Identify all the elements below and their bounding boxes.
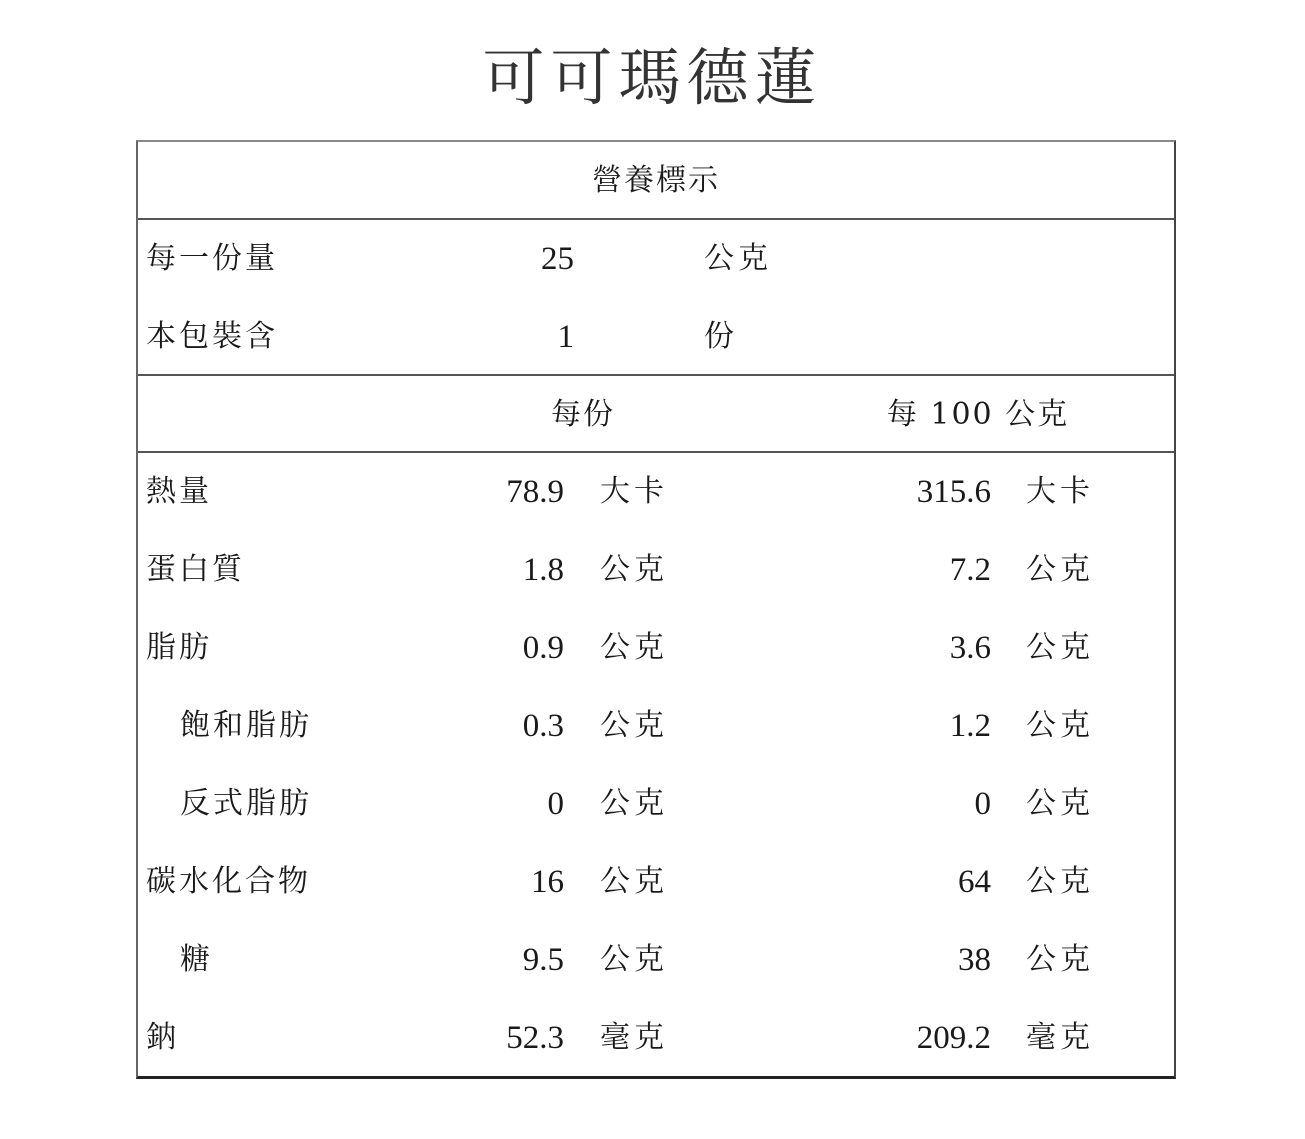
- nutrient-name: 鈉: [146, 1020, 179, 1055]
- nutrient-row-saturated-fat: [138, 687, 1174, 765]
- per-serving-unit: 毫克: [600, 1020, 668, 1055]
- serving-size-unit: 公克: [704, 241, 772, 276]
- column-header-per-serving: 每份: [551, 397, 615, 432]
- product-title: 可可瑪德蓮: [482, 41, 823, 114]
- per-serving-value: 78.9: [506, 474, 564, 510]
- column-header-per-100g: 每 100 公克: [886, 397, 1070, 432]
- per-100g-unit: 公克: [1026, 942, 1094, 977]
- per-100g-value: 315.6: [916, 474, 991, 510]
- per-100g-value: 209.2: [916, 1020, 991, 1056]
- per-serving-unit: 公克: [600, 942, 668, 977]
- per-100g-unit: 公克: [1026, 786, 1094, 821]
- nutrient-name: 碳水化合物: [146, 864, 311, 899]
- per-100g-unit: 毫克: [1026, 1020, 1094, 1055]
- nutrient-name: 熱量: [146, 474, 212, 509]
- per-serving-value: 9.5: [522, 942, 564, 978]
- nutrient-name: 脂肪: [146, 630, 212, 665]
- serving-size-value: 25: [541, 241, 574, 277]
- table-header-row: [138, 142, 1174, 220]
- per-serving-value: 16: [531, 864, 564, 900]
- servings-per-package-unit: 份: [704, 319, 738, 354]
- per-100g-value: 64: [958, 864, 991, 900]
- per-serving-unit: 公克: [600, 708, 668, 743]
- nutrient-row-sodium: [138, 999, 1174, 1077]
- serving-size-row: [138, 220, 1174, 298]
- per-serving-unit: 公克: [600, 552, 668, 587]
- per-serving-unit: 公克: [600, 786, 668, 821]
- per-100g-value: 0: [974, 786, 991, 822]
- per-100g-value: 7.2: [949, 552, 991, 588]
- servings-per-package-row: [138, 298, 1174, 376]
- per-100g-value: 38: [958, 942, 991, 978]
- nutrient-row-protein: [138, 531, 1174, 609]
- nutrient-name: 反式脂肪: [180, 786, 312, 821]
- per-100g-unit: 公克: [1026, 552, 1094, 587]
- nutrient-name: 飽和脂肪: [180, 708, 312, 743]
- nutrient-name: 糖: [180, 942, 213, 977]
- nutrient-row-calories: [138, 453, 1174, 531]
- servings-per-package-value: 1: [557, 319, 574, 355]
- column-header-row: [138, 376, 1174, 454]
- per-serving-value: 52.3: [506, 1020, 564, 1056]
- per-serving-unit: 公克: [600, 864, 668, 899]
- nutrient-name: 蛋白質: [146, 552, 245, 587]
- per-serving-value: 0.3: [522, 708, 564, 744]
- per-serving-value: 0.9: [522, 630, 564, 666]
- per-serving-value: 0: [547, 786, 564, 822]
- per-serving-unit: 大卡: [600, 474, 668, 509]
- per-100g-unit: 公克: [1026, 708, 1094, 743]
- per-100g-value: 1.2: [949, 708, 991, 744]
- nutrient-row-trans-fat: [138, 765, 1174, 843]
- servings-per-package-label: 本包裝含: [146, 319, 278, 354]
- nutrition-facts-table: [136, 140, 1176, 1079]
- nutrient-row-sugar: [138, 921, 1174, 999]
- per-100g-unit: 公克: [1026, 630, 1094, 665]
- serving-size-label: 每一份量: [146, 241, 278, 276]
- nutrient-row-fat: [138, 609, 1174, 687]
- per-100g-value: 3.6: [949, 630, 991, 666]
- per-serving-unit: 公克: [600, 630, 668, 665]
- nutrient-row-carbohydrate: [138, 843, 1174, 921]
- per-100g-unit: 大卡: [1026, 474, 1094, 509]
- nutrition-label-heading: 營養標示: [592, 163, 720, 198]
- per-100g-unit: 公克: [1026, 864, 1094, 899]
- per-serving-value: 1.8: [522, 552, 564, 588]
